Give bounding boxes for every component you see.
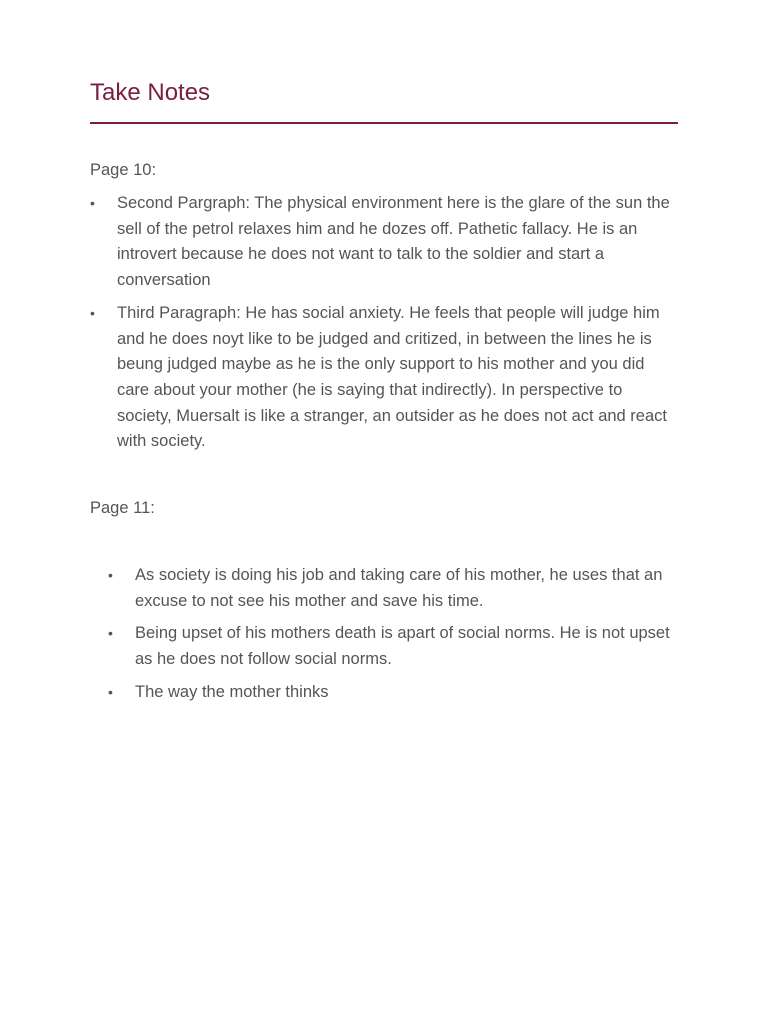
bullet-icon: • bbox=[90, 304, 95, 321]
list-item-text: The way the mother thinks bbox=[135, 682, 329, 701]
document-page bbox=[90, 0, 678, 1024]
list-item-text: Second Pargraph: The physical environment here is the glare of the sun the sell of the petrol relaxes him and he dozes off. Pathetic fallacy. He is an introvert because he does not want to talk to the soldier and start a conversation bbox=[117, 194, 670, 290]
title-underline bbox=[90, 122, 678, 124]
notes-list-page-10 bbox=[90, 191, 677, 462]
bullet-icon: • bbox=[90, 195, 95, 211]
list-item bbox=[108, 680, 678, 706]
list-item-text: Third Paragraph: He has social anxiety. He feels that people will judge him and he does noyt like to be judged and critized, in between the lines he is beung judged maybe as he is the only support to his mother and you did care about your mother (he is saying that indirectly). In perspective to society, Muersalt is like a stranger, an outsider as he does not act and react with society. bbox=[117, 303, 667, 451]
list-item bbox=[90, 301, 677, 455]
bullet-icon: • bbox=[108, 683, 113, 700]
bullet-icon: • bbox=[108, 567, 113, 583]
list-item bbox=[108, 563, 678, 614]
bullet-icon: • bbox=[108, 625, 113, 642]
list-item bbox=[90, 191, 677, 294]
list-item bbox=[108, 621, 678, 672]
section-label-page-10: Page 10: bbox=[90, 161, 157, 179]
list-item-text: As society is doing his job and taking care of his mother, he uses that an excuse to not see his mother and save his time. bbox=[135, 566, 663, 610]
section-label-page-11: Page 11: bbox=[90, 499, 155, 517]
notes-list-page-11 bbox=[108, 563, 678, 713]
list-item-text: Being upset of his mothers death is apart of social norms. He is not upset as he does not follow social norms. bbox=[135, 624, 670, 669]
page-title: Take Notes bbox=[90, 79, 211, 106]
